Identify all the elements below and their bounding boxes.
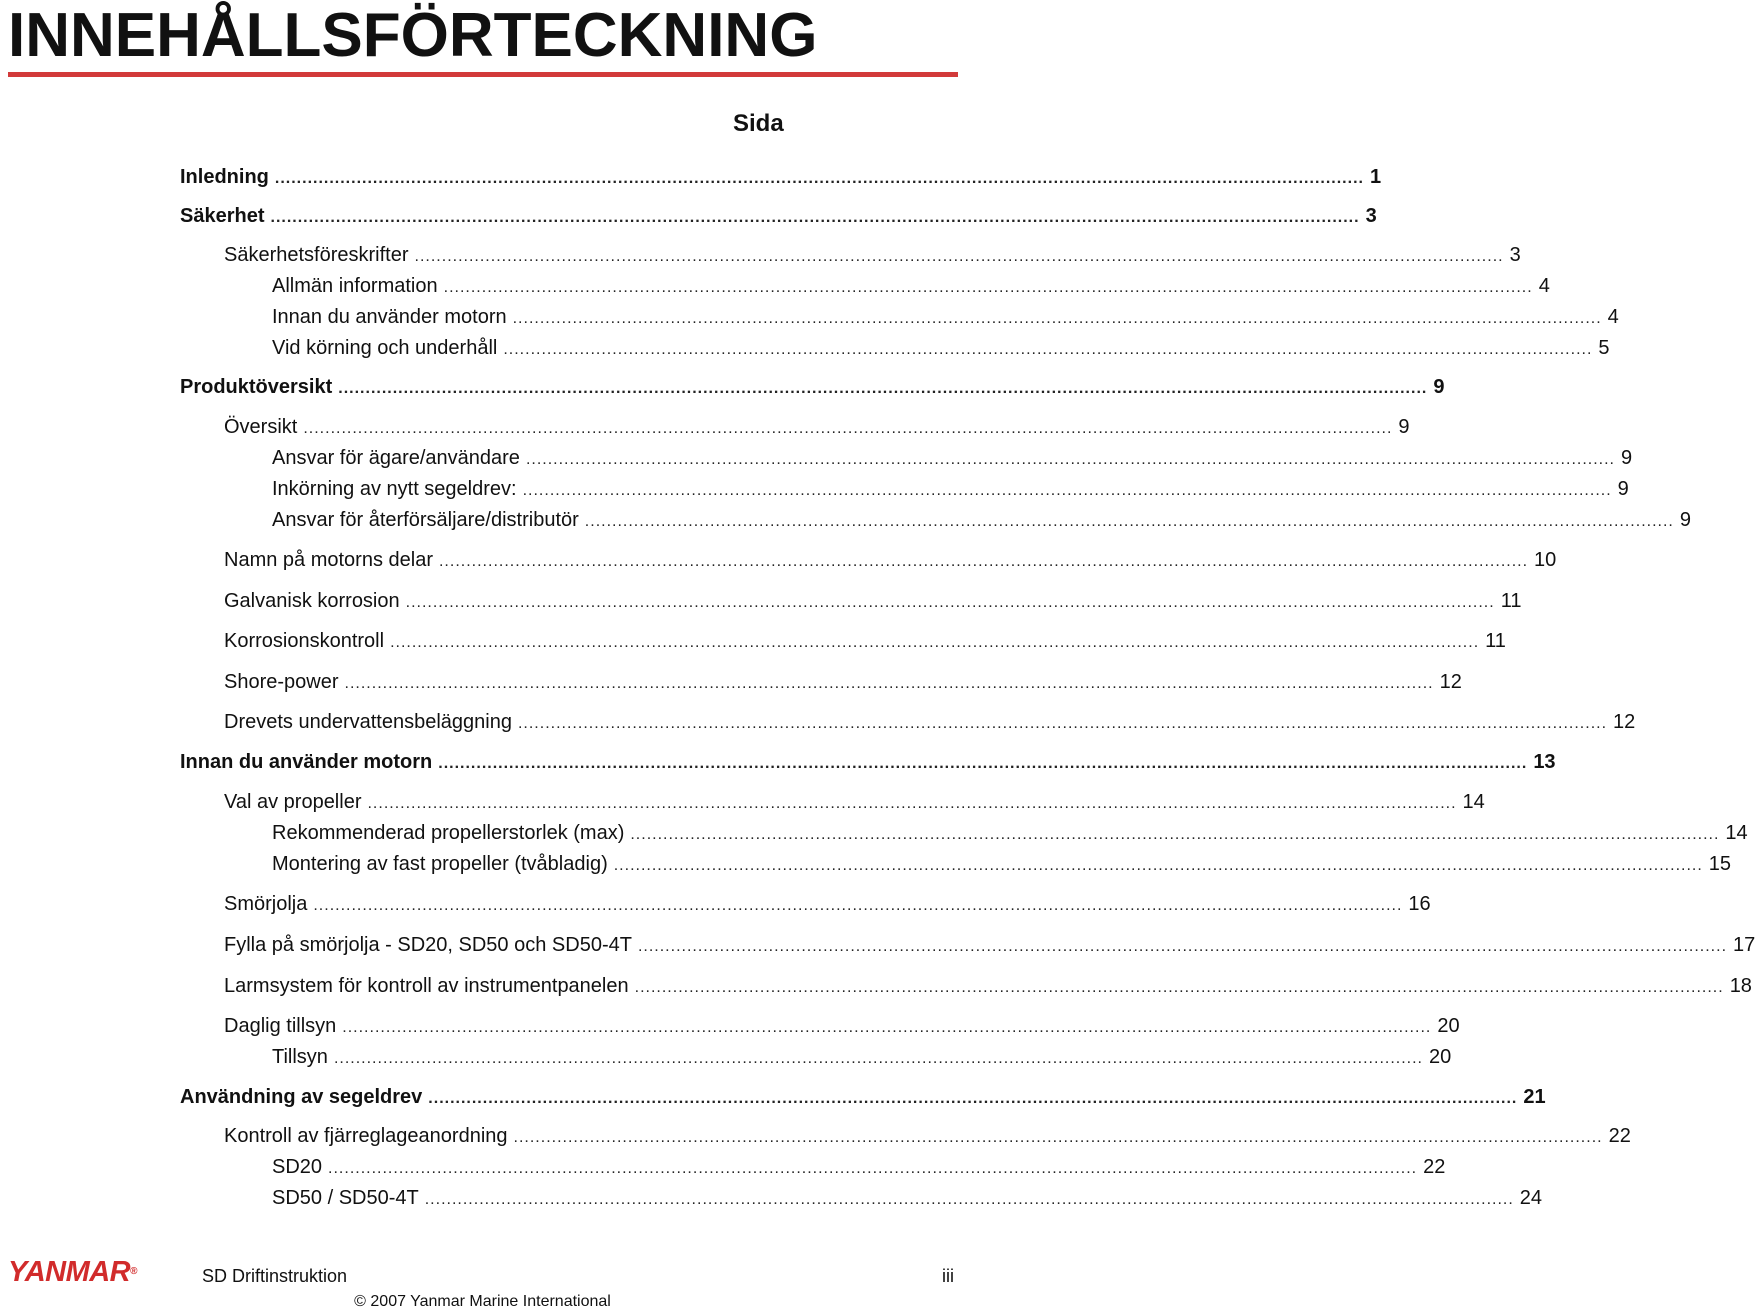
toc-entry-label: Drevets undervattensbeläggning [224,711,512,733]
toc-entry-label: Smörjolja [224,893,308,915]
toc-leader-dots: ........................................................................................................................................................................................................ [584,513,1674,530]
toc-entry[interactable] [224,972,1752,1000]
toc-entry-page: 3 [1509,244,1521,266]
toc-leader-dots: ........................................................................................................................................................................................................ [503,341,1593,358]
toc-entry-label: Rekommenderad propellerstorlek (max) [272,822,625,844]
toc-leader-dots: ........................................................................................................................................................................................................ [513,1129,1603,1146]
toc-entry-page: 13 [1533,751,1556,773]
toc-entry-label: Allmän information [272,275,438,297]
toc-leader-dots: ........................................................................................................................................................................................................ [512,310,1602,327]
toc-entry-page: 17 [1733,934,1755,956]
toc-entry-label: Kontroll av fjärreglageanordning [224,1125,508,1147]
toc-entry[interactable] [224,708,1636,736]
toc-entry[interactable] [272,272,1550,300]
toc-entry-page: 12 [1613,711,1636,733]
toc-leader-dots: ........................................................................................................................................................................................................ [342,1019,1432,1036]
toc-entry[interactable] [224,546,1557,574]
toc-leader-dots: ........................................................................................................................................................................................................ [313,897,1403,914]
toc-entry[interactable] [272,334,1610,362]
toc-entry-page: 10 [1534,549,1557,571]
toc-leader-dots: ........................................................................................................................................................................................................ [428,1090,1518,1107]
toc-entry[interactable] [272,819,1748,847]
toc-entry-page: 16 [1408,893,1431,915]
toc-entry-label: Inledning [180,166,269,188]
toc-entry-label: Fylla på smörjolja - SD20, SD50 och SD50-4T [224,934,632,956]
toc-entry-label: SD50 / SD50-4T [272,1187,419,1209]
toc-entry[interactable] [224,931,1755,959]
toc-leader-dots: ........................................................................................................................................................................................................ [367,795,1457,812]
toc-entry-page: 5 [1598,337,1610,359]
toc-entry-label: Korrosionskontroll [224,630,385,652]
toc-entry-page: 15 [1708,853,1732,875]
toc-entry-page: 24 [1519,1187,1543,1209]
toc-entry[interactable] [180,202,1377,230]
toc-entry[interactable] [272,475,1629,503]
footer-copyright: © 2007 Yanmar Marine International [354,1293,611,1310]
toc-entry-page: 9 [1617,478,1629,500]
toc-entry-page: 20 [1437,1015,1460,1037]
toc-entry-page: 11 [1485,630,1506,652]
toc-entry-page: 4 [1607,306,1619,328]
toc-entry-page: 9 [1433,376,1445,398]
toc-entry-label: Montering av fast propeller (tvåbladig) [272,853,608,875]
toc-entry-label: Produktöversikt [180,376,333,398]
toc-entry[interactable] [272,303,1619,331]
toc-entry[interactable] [272,1153,1446,1181]
toc-entry-page: 20 [1429,1046,1452,1068]
footer-page-number: iii [942,1266,954,1286]
toc-entry[interactable] [272,1184,1543,1212]
toc-entry[interactable] [224,668,1462,696]
toc-entry-label: Larmsystem för kontroll av instrumentpanelen [224,975,629,997]
toc-entry-label: Användning av segeldrev [180,1086,423,1108]
footer-document-title: SD Driftinstruktion [202,1266,348,1286]
toc-entry-label: Säkerhet [180,205,265,227]
toc-leader-dots: ........................................................................................................................................................................................................ [613,857,1703,874]
toc-leader-dots: ........................................................................................................................................................................................................ [630,826,1720,843]
toc-entry-page: 14 [1725,822,1748,844]
toc-entry-label: Daglig tillsyn [224,1015,337,1037]
toc-entry-page: 9 [1679,509,1691,531]
toc-leader-dots: ........................................................................................................................................................................................................ [344,675,1434,692]
toc-entry-label: Shore-power [224,671,339,693]
toc-entry-page: 14 [1462,791,1485,813]
toc-leader-dots: ........................................................................................................................................................................................................ [333,1050,1423,1067]
toc-leader-dots: ........................................................................................................................................................................................................ [274,170,1364,187]
toc-entry-label: Ansvar för återförsäljare/distributör [272,509,579,531]
title-underline [8,72,958,77]
toc-entry-label: Galvanisk korrosion [224,590,400,612]
toc-entry[interactable] [224,241,1521,269]
toc-entry-page: 4 [1538,275,1550,297]
toc-entry-page: 9 [1621,447,1633,469]
toc-leader-dots: ........................................................................................................................................................................................................ [438,755,1528,772]
toc-entry-label: SD20 [272,1156,323,1178]
toc-leader-dots: ........................................................................................................................................................................................................ [303,420,1393,437]
toc-entry-page: 18 [1729,975,1752,997]
toc-entry-label: Innan du använder motorn [180,751,433,773]
toc-entry[interactable] [272,1043,1452,1071]
toc-entry-page: 21 [1523,1086,1546,1108]
toc-entry[interactable] [180,373,1445,401]
toc-leader-dots: ........................................................................................................................................................................................................ [338,380,1428,397]
toc-leader-dots: ........................................................................................................................................................................................................ [390,634,1480,651]
toc-entry[interactable] [180,1083,1546,1111]
toc-leader-dots: ........................................................................................................................................................................................................ [637,938,1728,955]
toc-leader-dots: ........................................................................................................................................................................................................ [438,553,1529,570]
toc-entry-label: Tillsyn [272,1046,328,1068]
toc-entry[interactable] [224,890,1431,918]
yanmar-logo: YANMAR® [8,1256,137,1288]
toc-entry[interactable] [224,587,1522,615]
toc-leader-dots: ........................................................................................................................................................................................................ [424,1191,1514,1208]
toc-entry-page: 11 [1500,590,1522,612]
toc-entry[interactable] [272,444,1633,472]
toc-leader-dots: ........................................................................................................................................................................................................ [522,482,1612,499]
toc-entry[interactable] [180,163,1382,191]
toc-entry[interactable] [272,506,1691,534]
toc-leader-dots: ........................................................................................................................................................................................................ [405,594,1495,611]
toc-entry[interactable] [180,748,1556,776]
page-title: INNEHÅLLSFÖRTECKNING [8,1,818,70]
toc-leader-dots: ........................................................................................................................................................................................................ [443,279,1533,296]
toc-leader-dots: ........................................................................................................................................................................................................ [328,1160,1418,1177]
toc-leader-dots: ........................................................................................................................................................................................................ [634,979,1724,996]
toc-entry-label: Inkörning av nytt segeldrev: [272,478,517,500]
page-column-label: Sida [733,110,784,137]
toc-entry[interactable] [224,1122,1631,1150]
toc-entry-page: 12 [1439,671,1462,693]
toc-entry-label: Val av propeller [224,791,362,813]
toc-entry[interactable] [224,1012,1460,1040]
toc-entry-label: Säkerhetsföreskrifter [224,244,409,266]
toc-entry-label: Översikt [224,416,298,438]
toc-entry-page: 22 [1608,1125,1631,1147]
toc-entry[interactable] [224,627,1506,655]
toc-leader-dots: ........................................................................................................................................................................................................ [414,248,1504,265]
toc-entry-label: Innan du använder motorn [272,306,507,328]
toc-entry-page: 3 [1365,205,1377,227]
toc-leader-dots: ........................................................................................................................................................................................................ [517,715,1608,732]
toc-entry-label: Vid körning och underhåll [272,337,498,359]
toc-entry-page: 9 [1398,416,1410,438]
toc-entry-label: Namn på motorns delar [224,549,433,571]
toc-entry-page: 1 [1369,166,1382,188]
toc-leader-dots: ........................................................................................................................................................................................................ [270,209,1360,226]
toc-entry-label: Ansvar för ägare/användare [272,447,520,469]
toc-entry-page: 22 [1423,1156,1446,1178]
toc-entry[interactable] [272,850,1732,878]
toc-entry[interactable] [224,788,1485,816]
toc-entry[interactable] [224,413,1410,441]
toc-leader-dots: ........................................................................................................................................................................................................ [525,451,1615,468]
